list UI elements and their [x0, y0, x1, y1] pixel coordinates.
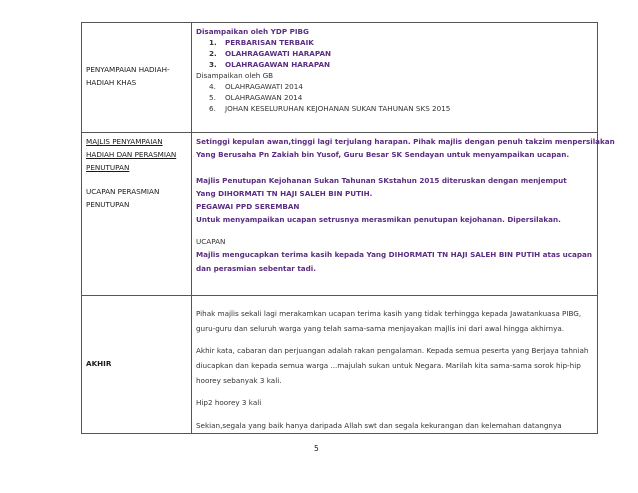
- row-label-line: UCAPAN PERASMIAN: [86, 187, 160, 196]
- paragraph-line: Majlis Penutupan Kejohanan Sukan Tahunan SKstahun 2015 diteruskan dengan menjemput: [196, 176, 567, 185]
- row-label-cell: [82, 133, 192, 296]
- gb-intro: Disampaikan oleh GB: [196, 71, 274, 80]
- paragraph-line: diucapkan dan kepada semua warga ...majulah sukan untuk Negara. Marilah kita sama-sama sorok hip-hip: [196, 361, 581, 370]
- table-row: [82, 23, 598, 133]
- paragraph-line: guru-guru dan seluruh warga yang telah sama-sama menjayakan majlis ini dari awal hingga akhirnya.: [196, 324, 565, 333]
- table-row: [82, 296, 598, 434]
- list-item: 1. PERBARISAN TERBAIK: [209, 38, 314, 47]
- list-item: 3. OLAHRAGAWAN HARAPAN: [209, 60, 331, 69]
- table-row: [82, 133, 598, 296]
- ucapan-label: UCAPAN: [196, 237, 226, 246]
- paragraph-line: hoorey sebanyak 3 kali.: [196, 376, 282, 385]
- list-item: 4. OLAHRAGAWATI 2014: [209, 82, 303, 91]
- paragraph-line: Pihak majlis sekali lagi merakamkan ucapan terima kasih yang tidak terhingga kepada Jawatankuasa PIBG,: [196, 309, 582, 318]
- paragraph-line: Sekian,segala yang baik hanya daripada Allah swt dan segala kekurangan dan kelemahan datangnya: [196, 421, 562, 430]
- row-label-line: MAJLIS PENYAMPAIAN: [86, 137, 163, 146]
- paragraph-line: Yang Berusaha Pn Zakiah bin Yusof, Guru Besar SK Sendayan untuk menyampaikan ucapan.: [196, 150, 570, 159]
- row-label-cell: [82, 23, 192, 133]
- pibg-intro: Disampaikan oleh YDP PIBG: [196, 27, 309, 36]
- row-content-cell: [192, 23, 598, 133]
- row-label-line: HADIAH KHAS: [86, 78, 137, 87]
- list-item: 5. OLAHRAGAWAN 2014: [209, 93, 303, 102]
- paragraph-line: PEGAWAI PPD SEREMBAN: [196, 202, 300, 211]
- row-content-cell: [192, 296, 598, 434]
- paragraph-line: Hip2 hoorey 3 kali: [196, 398, 262, 407]
- list-item: 2. OLAHRAGAWATI HARAPAN: [209, 49, 332, 58]
- paragraph-line: dan perasmian sebentar tadi.: [196, 264, 316, 273]
- row-label-cell: [82, 296, 192, 434]
- row-content-cell: [192, 133, 615, 296]
- row-label-line: PENYAMPAIAN HADIAH-: [86, 65, 170, 74]
- row-label-line: AKHIR: [86, 359, 112, 368]
- page-number: 5: [314, 444, 319, 453]
- paragraph-line: Akhir kata, cabaran dan perjuangan adalah rakan pengalaman. Kepada semua peserta yang Berjaya tahniah: [196, 346, 589, 355]
- paragraph-line: Untuk menyampaikan ucapan setrusnya merasmikan penutupan kejohanan. Dipersilakan.: [196, 215, 561, 224]
- paragraph-line: Majlis mengucapkan terima kasih kepada Yang DIHORMATI TN HAJI SALEH BIN PUTIH atas ucapan: [196, 250, 592, 259]
- row-label-line: HADIAH DAN PERASMIAN: [86, 150, 177, 159]
- paragraph-line: Yang DIHORMATI TN HAJI SALEH BIN PUTIH.: [196, 189, 373, 198]
- list-item: 6. JOHAN KESELURUHAN KEJOHANAN SUKAN TAHUNAN SKS 2015: [209, 104, 451, 113]
- paragraph-line: Setinggi kepulan awan,tinggi lagi terjulang harapan. Pihak majlis dengan penuh takzim menpersilakan: [196, 137, 615, 146]
- program-table: [81, 22, 615, 434]
- row-label-line: PENUTUPAN: [86, 163, 130, 172]
- row-label-line: PENUTUPAN: [86, 200, 130, 209]
